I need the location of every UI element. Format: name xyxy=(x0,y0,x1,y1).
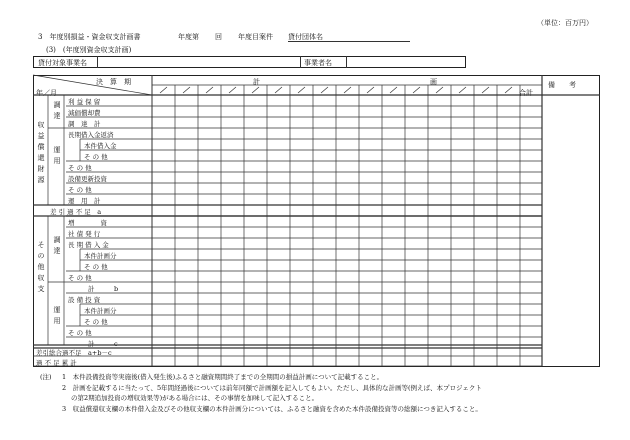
row-label: 長 期 借 入 金 xyxy=(68,241,109,249)
row-label: 設備更新投資 xyxy=(68,175,107,183)
row-label: 設 備 投 資 xyxy=(68,296,101,304)
row-label: 調 達 計 xyxy=(68,120,101,128)
grid-line xyxy=(229,87,236,93)
note-item: 3 収益償還収支欄の本件借入金及びその他収支欄の本件計画分については、ふるさと融資を含めた本件設備投資等の総額につき記入すること。 xyxy=(62,405,482,413)
row-label: そ の 他 xyxy=(68,164,92,172)
row-label: 本件借入金 xyxy=(84,142,117,150)
grid-line xyxy=(505,87,512,93)
row-label: 利 益 保 留 xyxy=(68,98,101,106)
times-label: 回 xyxy=(215,33,222,41)
settlement-label: 決 算 期 xyxy=(96,78,131,86)
plan-label-left: 計 xyxy=(253,78,260,86)
grid-line xyxy=(367,87,374,93)
grid-line xyxy=(183,87,190,93)
subtitle: (3) (年度別資金収支計画) xyxy=(46,46,132,54)
notes-label: (注) xyxy=(40,373,52,381)
operator-label: 事業者名 xyxy=(304,59,332,67)
row-label: 計 c xyxy=(88,340,118,348)
grid-line xyxy=(275,87,282,93)
profit-use-label: 運用 xyxy=(53,146,61,165)
grid-line xyxy=(344,87,351,93)
target-project-label: 貸付対象事業名 xyxy=(38,59,87,67)
note-item: 2 計画を記載するに当たって、5年間経過後については前年同額で計画額を記入してもよい。ただし、具体的な計画等(例えば、本プロジェクト xyxy=(62,384,482,392)
fiscal-year-label: 年度第 xyxy=(178,33,199,41)
profit-procure-label: 調達 xyxy=(53,101,61,120)
row-label: 本件計画分 xyxy=(84,307,117,315)
grid-line xyxy=(160,87,167,93)
total-label: 合計 xyxy=(519,89,533,97)
other-use-label: 運用 xyxy=(53,306,61,325)
year-month-label: 年／月 xyxy=(36,89,57,97)
other-procure-label: 調達 xyxy=(53,236,61,255)
grid-line xyxy=(33,75,152,95)
row-label: そ の 他 xyxy=(84,153,108,161)
row-label: 過 不 足 累 計 xyxy=(36,359,77,367)
note-item: の第2期追加投資の増収効果等)がある場合には、その事情を加味して記入すること。 xyxy=(71,394,319,402)
grid-line xyxy=(482,87,489,93)
other-balance-label: その他収支 xyxy=(37,241,45,293)
row-label: そ の 他 xyxy=(84,263,108,271)
grid-line xyxy=(436,87,443,93)
form-title: 3 年度別損益・資金収支計画書 xyxy=(38,33,141,41)
grid-line xyxy=(459,87,466,93)
row-label: 運 用 計 xyxy=(68,197,101,205)
unit-label: （単位：百万円） xyxy=(537,19,593,27)
row-label: 差 引 過 不 足 a xyxy=(50,208,102,216)
plan-label-right: 画 xyxy=(430,78,437,86)
note-item: 1 本件設備投資等実施後(借入発生後)ふるさと融資期間終了までの全期間の損益計画について記載すること。 xyxy=(62,373,384,381)
remarks-label: 備 考 xyxy=(548,81,576,89)
year-target-label: 年度目案件 xyxy=(238,33,273,41)
row-label: そ の 他 xyxy=(68,186,92,194)
row-label: そ の 他 xyxy=(68,329,92,337)
row-label: 増 資 xyxy=(68,219,107,227)
grid-line xyxy=(206,87,213,93)
row-label: 社 債 発 行 xyxy=(68,230,101,238)
grid-line xyxy=(413,87,420,93)
profit-source-label: 収益償還財源 xyxy=(37,121,45,184)
row-label: 減価償却費 xyxy=(68,109,101,117)
row-label: 計 b xyxy=(88,285,119,293)
row-label: 差引総合過不足 a+b－c xyxy=(36,349,112,357)
grid-line xyxy=(298,87,305,93)
row-label: 長期借入金返済 xyxy=(68,131,114,139)
grid-line xyxy=(321,87,328,93)
loan-org-label: 貸付団体名 xyxy=(288,33,323,41)
row-label: そ の 他 xyxy=(68,274,92,282)
grid-line xyxy=(252,87,259,93)
grid-line xyxy=(390,87,397,93)
row-label: そ の 他 xyxy=(84,318,108,326)
row-label: 本件計画分 xyxy=(84,252,117,260)
